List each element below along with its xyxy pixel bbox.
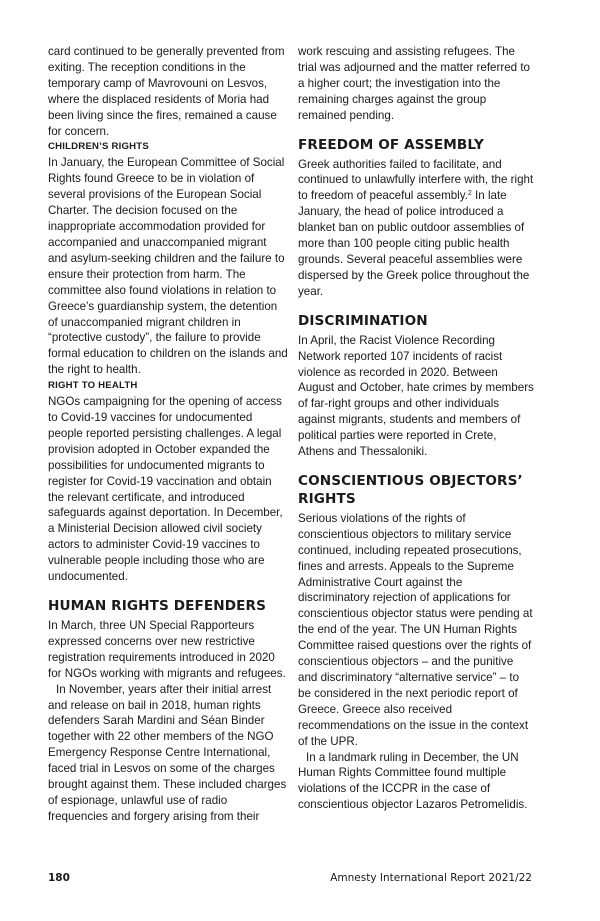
right-to-health-paragraph: NGOs campaigning for the opening of access to Covid-19 vaccines for undocumented people reported persisting challenges. A legal provision adopted in October expanded the possibilities for undocumented migrants to register for Covid-19 vaccination and obtain the relevant certificate, and introduced safeguards against deportation. In December, a Ministerial Decision allowed civil society actors to administer Covid-19 vaccines to vulnerable people including those who are undocumented.	[48, 395, 283, 584]
objectors-paragraph-2: In a landmark ruling in December, the UN Human Rights Committee found multiple violations of the ICCPR in the case of conscientious objector Lazaros Petromelidis.	[298, 750, 528, 812]
defenders-paragraph-2: In November, years after their initial arrest and release on bail in 2018, human rights defenders Sarah Mardini and Séan Binder together with 22 other members of the NGO Emergency Response Centre International, faced trial in Lesvos on some of the charges brought against them. These included charges of espionage, unlawful use of radio frequencies and forgery arising from their	[48, 682, 287, 823]
report-title: Amnesty International Report 2021/22	[330, 872, 532, 884]
assembly-text-a: Greek authorities failed to facilitate, and continued to unlawfully interfere with, the right to freedom of peaceful assembly.	[298, 157, 534, 203]
conscientious-objectors-heading: CONSCIENTIOUS OBJECTORS’ RIGHTS	[298, 472, 523, 507]
footnote-marker[interactable]: 2	[467, 190, 472, 198]
continuation-paragraph: work rescuing and assisting refugees. The trial was adjourned and the matter referred to a higher court; the investigation into the remaining charges against the group remained pending.	[298, 45, 530, 122]
childrens-rights-heading: CHILDREN’S RIGHTS	[48, 141, 149, 153]
right-to-health-heading: RIGHT TO HEALTH	[48, 380, 138, 392]
defenders-paragraph-1: In March, three UN Special Rapporteurs expressed concerns over new restrictive registration requirements introduced in 2020 for NGOs working with migrants and refugees.	[48, 619, 286, 680]
freedom-of-assembly-heading: FREEDOM OF ASSEMBLY	[298, 136, 484, 153]
objectors-paragraph-1: Serious violations of the rights of conscientious objectors to military service continued, including repeated prosecutions, fines and arrests. Appeals to the Supreme Administrative Court against the discriminatory rejection of applications for conscientious objector status were pending at the end of the year. The UN Human Rights Committee raised questions over the rights of conscientious objectors – and the punitive and discriminatory “alternative service” – to be considered in the next periodic report of Greece. Greece also received recommendations on the issue in the context of the UPR.	[298, 511, 533, 748]
page-number: 180	[48, 872, 70, 884]
intro-paragraph: card continued to be generally prevented from exiting. The reception conditions in the temporary camp of Mavrovouni on Lesvos, where the displaced residents of Moria had been living since the fires, remained a cause for concern.	[48, 45, 285, 138]
assembly-text-b: In late January, the head of police introduced a blanket ban on public outdoor assemblies of more than 100 people citing public health grounds. Several peaceful assemblies were dispersed by the Greek police throughout the year.	[298, 189, 530, 298]
human-rights-defenders-heading: HUMAN RIGHTS DEFENDERS	[48, 598, 266, 614]
assembly-paragraph	[298, 157, 534, 300]
left-column	[48, 44, 288, 825]
discrimination-heading: DISCRIMINATION	[298, 312, 428, 329]
childrens-rights-paragraph: In January, the European Committee of Social Rights found Greece to be in violation of several provisions of the European Social Charter. The decision focused on the inappropriate accommodation provided for accompanied and unaccompanied migrant and asylum-seeking children and the failure to ensure their protection from harm. The committee also found violations in relation to Greece’s guardianship system, the detention of unaccompanied migrant children in “protective custody”, the failure to provide formal education to children on the islands and the right to health.	[48, 156, 288, 377]
right-column	[298, 44, 534, 813]
discrimination-paragraph: In April, the Racist Violence Recording Network reported 107 incidents of racist violence as recorded in 2020. Between August and October, hate crimes by members of far-right groups and other individuals against migrants, students and members of political parties were reported in Crete, Athens and Thessaloniki.	[298, 333, 534, 459]
